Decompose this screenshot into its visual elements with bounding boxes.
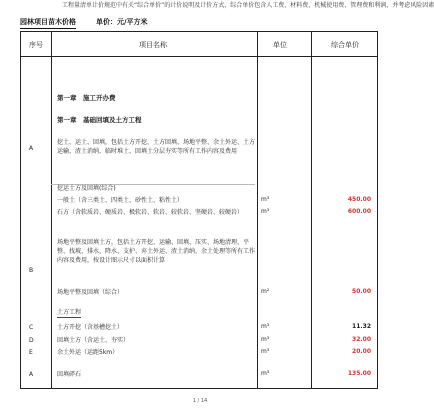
row-description: 余土外运（运距5km） [57, 349, 119, 356]
row-seq: E [29, 349, 33, 356]
row-seq: D [29, 337, 34, 344]
subsection-title: 土方工程 [57, 309, 82, 316]
header-divider [21, 56, 377, 57]
page-number: 1 / 14 [192, 398, 208, 404]
row-price: 32.00 [352, 336, 371, 343]
row-description: 场地平整及回填土方，包括土方开挖、运输、回填、压实、场地清理、平整、找坡、排水、降水、支护、弃土外运、渣土消纳、余土处理等所有工作内容及费用，按设计图示尺寸以面积计算 [57, 239, 256, 264]
row-price: 11.32 [352, 323, 371, 330]
row-description: 回填碎石 [57, 371, 82, 378]
row-unit: m³ [261, 196, 270, 203]
col-divider-unit [311, 32, 312, 388]
row-description: 场地平整及回填（综合） [57, 289, 124, 296]
header-seq: 序号 [29, 41, 43, 49]
header-unit: 单位 [273, 41, 287, 49]
row-unit: m³ [261, 336, 270, 343]
section-heading: 第一章 基础回填及土方工程 [57, 116, 142, 124]
row-unit: m³ [261, 348, 270, 355]
row-seq: A [29, 145, 34, 152]
header-note: 工程量清单计价规范中有关“综合单价”的计价说明及计价方式，综合单价包含人工费、材料费、机械使用费、管理费和利润，并考虑风险因素 [62, 2, 434, 9]
row-unit: m³ [261, 208, 270, 215]
row-description: 一般土（含三类土、四类土、砂性土、粘性土） [57, 197, 184, 204]
row-description: 石方（含软质岩、硬质岩、极软岩、软岩、较软岩、坚硬岩、较硬岩） [57, 209, 244, 216]
header-price: 综合单价 [331, 41, 359, 49]
row-unit: m² [261, 288, 270, 295]
section-heading: 第一章 施工开办费 [57, 94, 116, 102]
row-unit: m³ [261, 323, 270, 330]
row-description: 挖运土方及回填(综合) [57, 185, 116, 192]
row-seq: C [29, 324, 34, 331]
document-subtitle: 园林项目苗木价格 [20, 17, 76, 29]
row-description: 土方开挖（含基槽挖土） [57, 324, 124, 331]
document-subtitle-suffix: 单价：元/平方米 [96, 18, 148, 26]
col-divider-seq [51, 32, 52, 388]
row-description: 挖土、运土、回填，包括土方开挖、土方回填、场地平整、余土外运、土方运输、渣土消纳、临时堆土、回填土分层夯实等所有工作内容及费用 [57, 139, 256, 155]
row-seq: B [29, 267, 34, 274]
row-description: 回填土方（含运土、夯实） [57, 337, 130, 344]
row-unit: m³ [261, 370, 270, 377]
row-price: 450.00 [347, 196, 371, 203]
col-divider-name [257, 32, 258, 388]
header-name: 项目名称 [139, 41, 167, 49]
price-table [20, 31, 378, 389]
row-seq: A [29, 371, 34, 378]
row-price: 600.00 [347, 208, 371, 215]
row-price: 20.00 [352, 348, 371, 355]
row-price: 135.00 [347, 370, 371, 377]
row-price: 50.00 [352, 288, 371, 295]
